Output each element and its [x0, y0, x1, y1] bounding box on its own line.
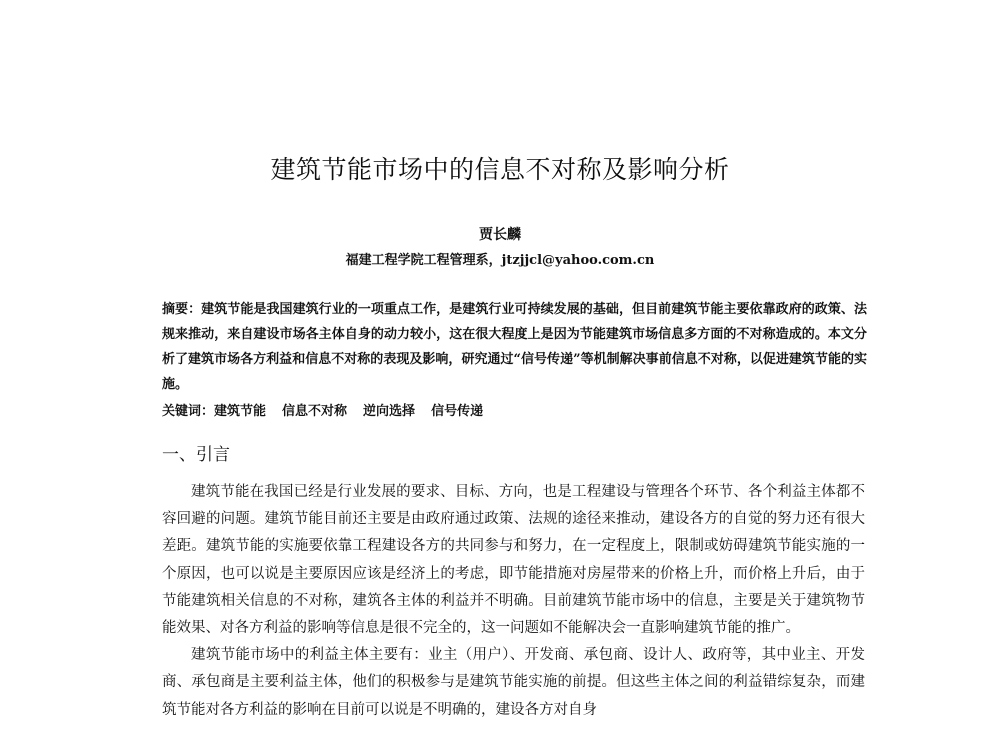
abstract-text: 建筑节能是我国建筑行业的一项重点工作，是建筑行业可持续发展的基础，但目前建筑节能主要依靠政府的政策、法规来推动，来自建设市场各主体自身的动力较小，这在很大程度上是因为节能建筑市场信息多方面的不对称造成的。本文分析了建筑市场各方利益和信息不对称的表现及影响，研究通过“信号传递”等机制解决事前信息不对称，以促进建筑节能的实施。	[162, 302, 867, 392]
keyword-item: 信号传递	[431, 404, 484, 419]
author-affiliation: 福建工程学院工程管理系，jtzjjcl@yahoo.com.cn	[345, 253, 655, 268]
keyword-item: 建筑节能	[214, 404, 267, 419]
body-paragraph: 建筑节能在我国已经是行业发展的要求、目标、方向，也是工程建设与管理各个环节、各个利益主体都不容回避的问题。建筑节能目前还主要是由政府通过政策、法规的途径来推动，建设各方的自觉的努力还有很大差距。建筑节能的实施要依靠工程建设各方的共同参与和努力，在一定程度上，限制或妨碍建筑节能实施的一个原因，也可以说是主要原因应该是经济上的考虑，即节能措施对房屋带来的价格上升，而价格上升后，由于节能建筑相关信息的不对称，建筑各主体的利益并不明确。目前建筑节能市场中的信息，主要是关于建筑物节能效果、对各方利益的影响等信息是很不完全的，这一问题如不能解决会一直影响建筑节能的推广。	[162, 484, 865, 637]
section-heading-introduction: 一、引言	[162, 445, 230, 465]
keyword-item: 逆向选择	[363, 404, 416, 419]
abstract-label: 摘要：	[162, 302, 202, 317]
body-paragraph: 建筑节能市场中的利益主体主要有：业主（用户）、开发商、承包商、设计人、政府等，其中业主、开发商、承包商是主要利益主体，他们的积极参与是建筑节能实施的前提。但这些主体之间的利益错综复杂，而建筑节能对各方利益的影响在目前可以说是不明确的，建设各方对自身	[162, 647, 865, 718]
section-body	[162, 479, 865, 724]
keywords-label: 关键词：	[162, 404, 215, 419]
keyword-item: 信息不对称	[282, 404, 348, 419]
paper-title: 建筑节能市场中的信息不对称及影响分析	[270, 155, 730, 184]
abstract	[162, 297, 867, 397]
author-name: 贾长麟	[479, 227, 521, 243]
keywords	[162, 400, 499, 419]
